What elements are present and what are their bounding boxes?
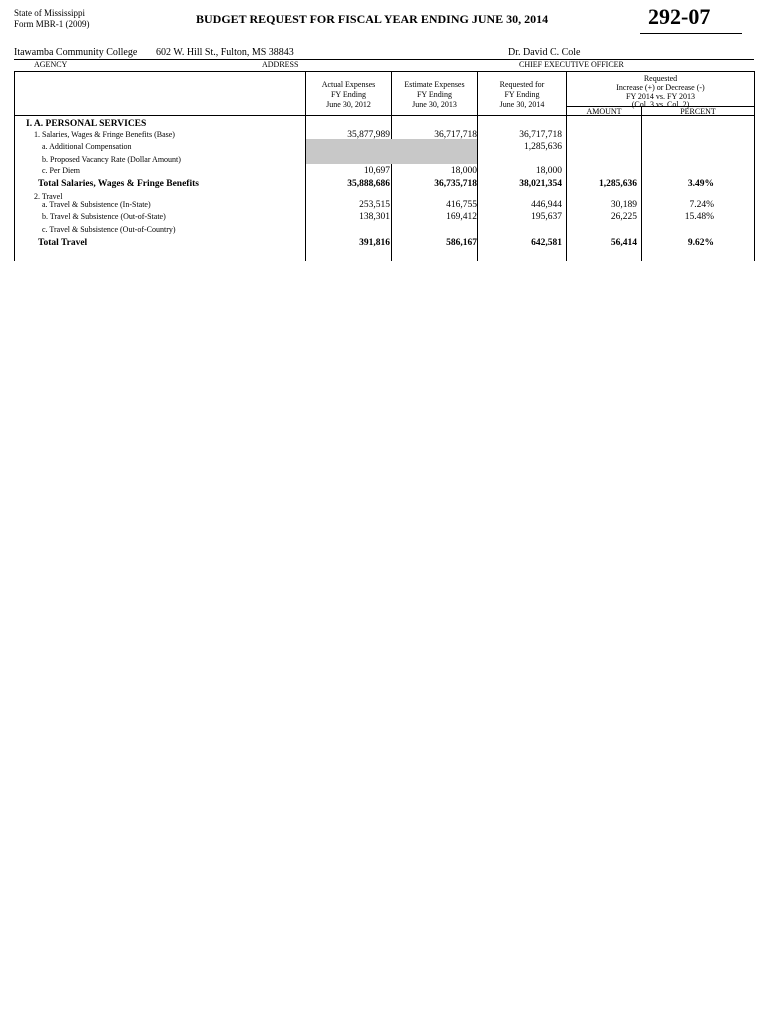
cell-a: 391,816 <box>359 238 390 248</box>
form-code: 292-07 <box>648 4 711 29</box>
col-d-header-3: FY 2014 vs. FY 2013 <box>626 92 695 101</box>
agency-address: 602 W. Hill St., Fulton, MS 38843 <box>156 47 294 58</box>
cell-e: 9.62% <box>687 238 714 248</box>
col-b-header-2: FY Ending <box>416 90 453 99</box>
row-label: I. A. PERSONAL SERVICES <box>26 119 147 129</box>
amount-header: AMOUNT <box>586 107 622 116</box>
table-row <box>0 211 770 223</box>
agency-name: Itawamba Community College <box>14 47 138 58</box>
cell-c: 195,637 <box>531 212 562 222</box>
cell-e: 15.48% <box>684 212 714 222</box>
row-label: Total Salaries, Wages & Fringe Benefits <box>38 179 199 189</box>
row-label: Total Travel <box>38 238 88 248</box>
col-a-header-3: June 30, 2012 <box>326 100 371 109</box>
col-d-header-4: (Col. 3 vs. Col. 2) <box>631 100 690 109</box>
cell-e: 3.49% <box>687 179 714 189</box>
col-b-header-3: June 30, 2013 <box>412 100 457 109</box>
row-label: b. Travel & Subsistence (Out-of-State) <box>42 212 166 221</box>
cell-a: 253,515 <box>359 200 390 210</box>
row-label: b. Proposed Vacancy Rate (Dollar Amount) <box>42 155 181 164</box>
cell-b: 36,717,718 <box>434 130 477 140</box>
col-d-header-1: Requested <box>643 74 678 83</box>
table-row <box>0 237 770 249</box>
row-label: 2. Travel <box>34 192 63 201</box>
col-c-header-1: Requested for <box>499 80 545 89</box>
table-row <box>0 165 770 177</box>
cell-c: 38,021,354 <box>519 179 562 189</box>
col-b-header-1: Estimate Expenses <box>404 80 465 89</box>
col-a-header-2: FY Ending <box>330 90 367 99</box>
table-row <box>0 141 770 153</box>
cell-d: 1,285,636 <box>599 179 637 189</box>
col-c-header-2: FY Ending <box>504 90 540 99</box>
col-c-header-3: June 30, 2014 <box>499 100 545 109</box>
table-row <box>0 129 770 141</box>
cell-d: 30,189 <box>610 200 637 210</box>
percent-header: PERCENT <box>680 107 716 116</box>
col-d-header-2: Increase (+) or Decrease (-) <box>616 83 705 92</box>
table-row <box>0 224 770 236</box>
row-label: c. Per Diem <box>42 166 80 175</box>
cell-d: 26,225 <box>610 212 637 222</box>
cell-d: 56,414 <box>610 238 637 248</box>
row-label: 1. Salaries, Wages & Fringe Benefits (Base) <box>34 130 175 139</box>
cell-a: 35,888,686 <box>347 179 390 189</box>
form-number: Form MBR-1 (2009) <box>14 19 90 29</box>
row-label: c. Travel & Subsistence (Out-of-Country) <box>42 225 176 234</box>
cell-b: 36,735,718 <box>434 179 477 189</box>
cell-e: 7.24% <box>689 200 714 210</box>
agency-label: AGENCY <box>34 60 68 69</box>
table-row <box>0 199 770 211</box>
cell-a: 138,301 <box>359 212 390 222</box>
row-label: a. Additional Compensation <box>42 142 132 151</box>
cell-b: 586,167 <box>446 238 477 248</box>
cell-b: 169,412 <box>446 212 477 222</box>
table-row <box>0 178 770 190</box>
page-title: BUDGET REQUEST FOR FISCAL YEAR ENDING JUNE 30, 2014 <box>196 12 549 26</box>
cell-c: 36,717,718 <box>519 130 562 140</box>
address-label: ADDRESS <box>262 60 299 69</box>
state-label: State of Mississippi <box>14 8 86 18</box>
cell-a: 10,697 <box>363 166 390 176</box>
cell-c: 18,000 <box>535 166 562 176</box>
cell-c: 446,944 <box>531 200 562 210</box>
cell-a: 35,877,989 <box>347 130 390 140</box>
cell-c: 1,285,636 <box>524 142 562 152</box>
cell-b: 18,000 <box>450 166 477 176</box>
cell-b: 416,755 <box>446 200 477 210</box>
cell-c: 642,581 <box>531 238 562 248</box>
col-a-header-1: Actual Expenses <box>321 80 376 89</box>
ceo-name: Dr. David C. Cole <box>508 47 581 58</box>
row-label: a. Travel & Subsistence (In-State) <box>42 200 151 209</box>
ceo-label: CHIEF EXECUTIVE OFFICER <box>519 60 624 69</box>
